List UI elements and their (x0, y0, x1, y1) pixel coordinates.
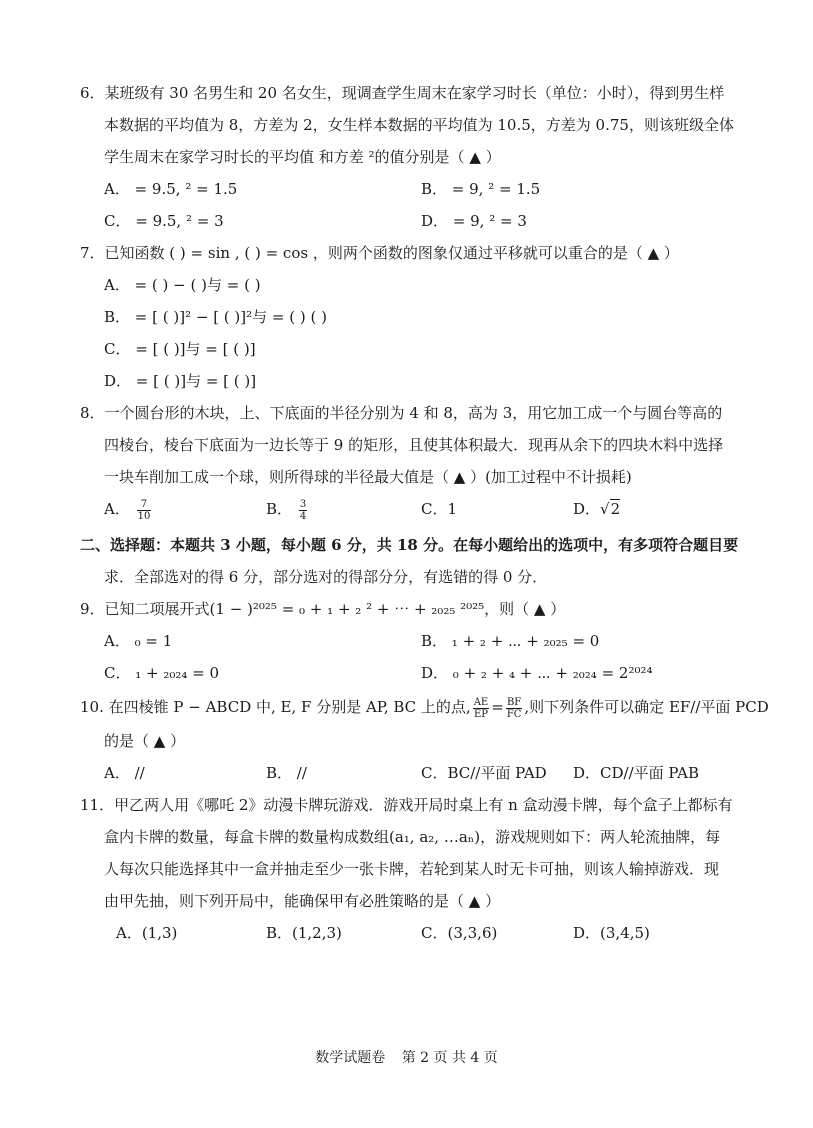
q11-line4: 由甲先抽，则下列开局中，能确保甲有必胜策略的是（ ▲ ） (104, 892, 501, 910)
section2-heading: 二、选择题：本题共 3 小题，每小题 6 分，共 18 分。在每小题给出的选项中，有多项符合题目要 (80, 536, 739, 554)
q11-option-d: D．(3,4,5) (573, 924, 650, 942)
q7-option-a: A． = ( ) − ( )与 = ( ) (104, 276, 261, 294)
q10-option-a: A． // (104, 764, 145, 782)
q6-option-a: A． = 9.5, ² = 1.5 (104, 180, 238, 198)
q8-option-a-label: A． (104, 500, 130, 518)
q10-equals: = (491, 698, 504, 716)
q8-option-a (104, 498, 153, 522)
q8-option-b-fraction (299, 499, 307, 522)
q8-option-b-numerator: 3 (299, 498, 307, 510)
q10-option-d: D．CD//平面 PAB (573, 764, 699, 782)
q8-line3: 一块车削加工成一个球，则所得球的半径最大值是（ ▲ ）(加工过程中不计损耗) (104, 468, 632, 486)
q10-fraction-ae-ep (473, 697, 490, 720)
q8-option-a-fraction (137, 499, 152, 522)
q10-option-c: C．BC//平面 PAD (421, 764, 547, 782)
q10-fraction-bf-fc (506, 697, 523, 720)
q6-line2: 本数据的平均值为 8，方差为 2，女生样本数据的平均值为 10.5，方差为 0.75，则该班级全体 (104, 116, 734, 134)
q7-line1: 7．已知函数 ( ) = sin , ( ) = cos ，则两个函数的图象仅通过平移就可以重合的是（ ▲ ） (80, 244, 679, 262)
q6-line3: 学生周末在家学习时长的平均值 和方差 ²的值分别是（ ▲ ） (104, 148, 501, 166)
q10-frac2-den: FC (506, 708, 522, 720)
section2-heading-cont: 求．全部选对的得 6 分，部分选对的得部分分，有选错的得 0 分． (104, 568, 548, 586)
q11-option-a: A．(1,3) (116, 924, 178, 942)
sqrt-icon: √ (600, 500, 610, 518)
q8-option-d (573, 498, 620, 520)
page-footer (0, 1048, 813, 1068)
q8-option-c: C．1 (421, 500, 458, 518)
q11-line3: 人每次只能选择其中一盒并抽走至少一张卡牌，若轮到某人时无卡可抽，则该人输掉游戏．现 (104, 860, 720, 878)
q8-option-b-label: B． (266, 500, 293, 518)
q7-option-b: B． = [ ( )]² − [ ( )]²与 = ( ) ( ) (104, 308, 327, 326)
q9-option-b: B． ₁ + ₂ + ⋯ + ₂₀₂₅ = 0 (421, 632, 600, 650)
q11-line2: 盒内卡牌的数量，每盒卡牌的数量构成数组(a₁, a₂, …aₙ)，游戏规则如下：两人轮流抽牌，每 (104, 828, 721, 846)
q10-line1-post: ,则下列条件可以确定 EF//平面 PCD (524, 698, 769, 716)
q10-frac1-num: AE (473, 696, 489, 708)
q11-line1: 11．甲乙两人用《哪吒 2》动漫卡牌玩游戏．游戏开局时桌上有 n 盒动漫卡牌，每个盒子上都标有 (80, 796, 733, 814)
q9-option-a: A． ₀ = 1 (104, 632, 173, 650)
q8-option-b (266, 498, 309, 522)
footer-subject: 数学试题卷 (315, 1050, 386, 1066)
q10-option-b: B． // (266, 764, 307, 782)
footer-page-number: 第 2 页 共 4 页 (401, 1050, 498, 1066)
q7-option-c: C． = [ ( )]与 = [ ( )] (104, 340, 256, 358)
q8-option-d-label: D． (573, 500, 601, 518)
q8-line1: 8．一个圆台形的木块，上、下底面的半径分别为 4 和 8，高为 3，用它加工成一个与圆台等高的 (80, 404, 723, 422)
q6-option-b: B． = 9, ² = 1.5 (421, 180, 541, 198)
q9-option-d: D． ₀ + ₂ + ₄ + ⋯ + ₂₀₂₄ = 2²⁰²⁴ (421, 664, 653, 682)
q7-option-d: D． = [ ( )]与 = [ ( )] (104, 372, 257, 390)
q8-option-d-radicand: 2 (610, 500, 621, 518)
q10-frac2-num: BF (506, 696, 522, 708)
q6-option-c: C． = 9.5, ² = 3 (104, 212, 224, 230)
q10-line1-pre: 10. 在四棱锥 P − ABCD 中, E, F 分别是 AP, BC 上的点, (80, 698, 471, 716)
q10-frac1-den: EP (473, 708, 488, 720)
q11-option-c: C．(3,3,6) (421, 924, 498, 942)
q11-option-b: B．(1,2,3) (266, 924, 342, 942)
q8-option-a-denominator: 10 (137, 510, 151, 522)
q6-line1: 6．某班级有 30 名男生和 20 名女生，现调查学生周末在家学习时长（单位：小时），得到男生样 (80, 84, 725, 102)
q8-option-b-denominator: 4 (299, 510, 307, 522)
q9-option-c: C． ₁ + ₂₀₂₄ = 0 (104, 664, 220, 682)
q6-option-d: D． = 9, ² = 3 (421, 212, 527, 230)
q10-line1 (80, 696, 769, 720)
q8-line2: 四棱台，棱台下底面为一边长等于 9 的矩形，且使其体积最大．现再从余下的四块木料中选择 (104, 436, 724, 454)
q8-option-a-numerator: 7 (137, 499, 152, 511)
q9-line1: 9．已知二项展开式(1 − )²⁰²⁵ = ₀ + ₁ + ₂ ² + ⋯ + ₂₀₂₅ ²⁰²⁵，则（ ▲ ） (80, 600, 566, 618)
q10-line2: 的是（ ▲ ） (104, 732, 186, 750)
